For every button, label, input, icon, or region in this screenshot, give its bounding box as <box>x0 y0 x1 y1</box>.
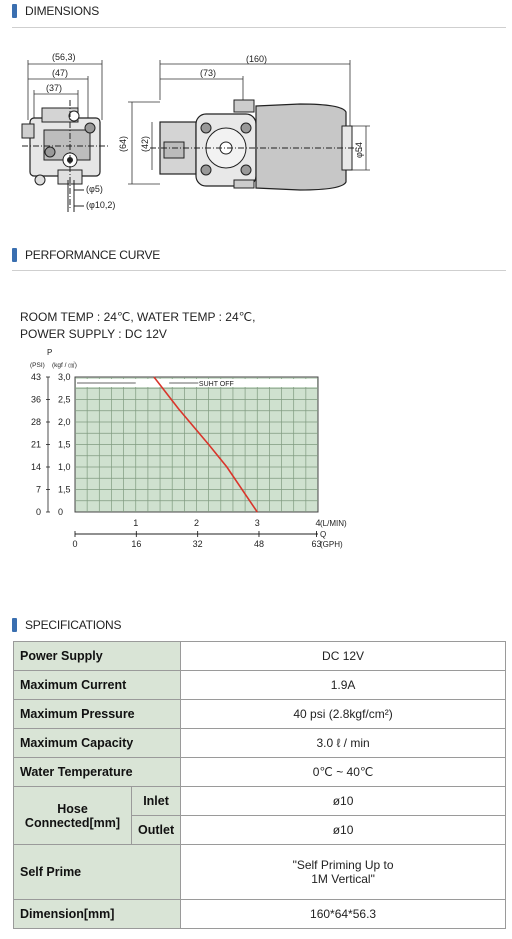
inlet-label: Inlet <box>132 787 181 816</box>
x-tick-lmin: 2 <box>193 518 200 528</box>
dim-64: (64) <box>118 135 128 152</box>
section-marker <box>12 248 17 262</box>
pump-side-view <box>22 100 108 212</box>
x-tick-lmin: 1 <box>133 518 139 528</box>
dimensions-header <box>12 1 99 21</box>
spec-label-hose <box>14 787 132 845</box>
y-tick-kgf: 2,0 <box>58 417 71 427</box>
spec-label: Maximum Capacity <box>14 729 181 758</box>
spec-label: Maximum Current <box>14 671 181 700</box>
y-tick-psi: 21 <box>30 439 41 450</box>
y-tick-kgf: 0 <box>58 507 64 517</box>
dim-73: (73) <box>200 68 217 78</box>
y-tick-psi: 14 <box>30 462 41 472</box>
dim-phi10-2: (φ10,2) <box>86 200 116 210</box>
y-tick-kgf: 2,5 <box>58 394 71 405</box>
y-tick-kgf: 3,0 <box>58 372 71 382</box>
spec-value-self-prime <box>181 845 506 900</box>
spec-value: 160*64*56.3 <box>181 900 506 929</box>
x-tick-gph: 16 <box>131 539 142 549</box>
spec-value: 40 psi (2.8kgf/cm²) <box>181 700 506 729</box>
spec-row-capacity <box>14 729 506 758</box>
dim-42: (42) <box>140 135 150 152</box>
dimensions-divider <box>12 27 506 28</box>
performance-divider <box>12 270 506 271</box>
y-tick-kgf: 1,0 <box>58 462 71 472</box>
hose-label-line-1: Hose <box>57 801 88 816</box>
y-tick-kgf: 1,5 <box>58 439 71 450</box>
y-tick-psi: 0 <box>35 507 41 517</box>
specifications-header <box>12 615 121 635</box>
spec-row-pressure <box>14 700 506 729</box>
dim-phi54: φ54 <box>354 142 364 158</box>
spec-label: Maximum Pressure <box>14 700 181 729</box>
spec-row-power <box>14 642 506 671</box>
spec-row-hose-inlet <box>14 787 506 816</box>
conditions-line-1: ROOM TEMP : 24℃, WATER TEMP : 24℃, <box>20 310 256 324</box>
self-prime-line-1: "Self Priming Up to <box>292 858 394 872</box>
dim-47: (47) <box>52 68 69 78</box>
spec-row-current <box>14 671 506 700</box>
performance-title: PERFORMANCE CURVE <box>25 248 161 262</box>
x-axis-label: Q <box>320 530 327 539</box>
dimension-drawing <box>0 40 512 220</box>
y-unit-kgf: (kgf / ㎠) <box>52 362 77 369</box>
x-tick-gph: 32 <box>192 539 203 549</box>
section-marker <box>12 4 17 18</box>
dim-56-3: (56,3) <box>52 52 76 62</box>
dim-160: (160) <box>246 54 268 64</box>
specifications-table <box>13 641 506 929</box>
spec-value: 0℃ ~ 40℃ <box>181 758 506 787</box>
outlet-label: Outlet <box>132 816 181 845</box>
x-unit-gph: (GPH) <box>320 540 343 549</box>
spec-row-self-prime <box>14 845 506 900</box>
x-tick-gph: 48 <box>253 539 264 549</box>
spec-label: Self Prime <box>14 845 181 900</box>
dim-phi5: (φ5) <box>86 184 103 194</box>
spec-row-dimension <box>14 900 506 929</box>
x-tick-gph: 0 <box>72 539 78 549</box>
spec-row-water-temp <box>14 758 506 787</box>
y-tick-kgf: 1,5 <box>58 484 71 495</box>
section-marker <box>12 618 17 632</box>
spec-label: Power Supply <box>14 642 181 671</box>
x-tick-lmin: 4 <box>315 518 321 528</box>
y-tick-psi: 43 <box>30 372 41 382</box>
performance-header <box>12 245 160 265</box>
y-axis-label: P <box>47 348 53 357</box>
spec-label: Water Temperature <box>14 758 181 787</box>
spec-value: DC 12V <box>181 642 506 671</box>
x-unit-lmin: (L/MIN) <box>320 519 347 528</box>
x-tick-gph: 63 <box>311 539 322 549</box>
performance-chart <box>0 345 512 555</box>
dimensions-title: DIMENSIONS <box>25 4 100 18</box>
spec-label: Dimension[mm] <box>14 900 181 929</box>
specifications-title: SPECIFICATIONS <box>25 618 122 632</box>
self-prime-line-2: 1M Vertical" <box>311 872 375 886</box>
x-tick-lmin: 3 <box>254 518 260 528</box>
pump-front-view <box>150 100 362 190</box>
outlet-value: ø10 <box>181 816 506 845</box>
spec-value: 1.9A <box>181 671 506 700</box>
dim-37: (37) <box>46 83 63 93</box>
y-tick-psi: 28 <box>30 417 41 427</box>
y-tick-psi: 7 <box>35 484 41 495</box>
conditions-line-2: POWER SUPPLY : DC 12V <box>20 327 167 341</box>
y-tick-psi: 36 <box>30 394 41 405</box>
y-unit-psi: (PSI) <box>30 362 45 369</box>
spec-value: 3.0 ℓ / min <box>181 729 506 758</box>
shutoff-annotation: SUHT OFF <box>198 381 234 388</box>
hose-label-line-2: Connected[mm] <box>24 815 121 830</box>
inlet-value: ø10 <box>181 787 506 816</box>
test-conditions <box>20 309 255 343</box>
